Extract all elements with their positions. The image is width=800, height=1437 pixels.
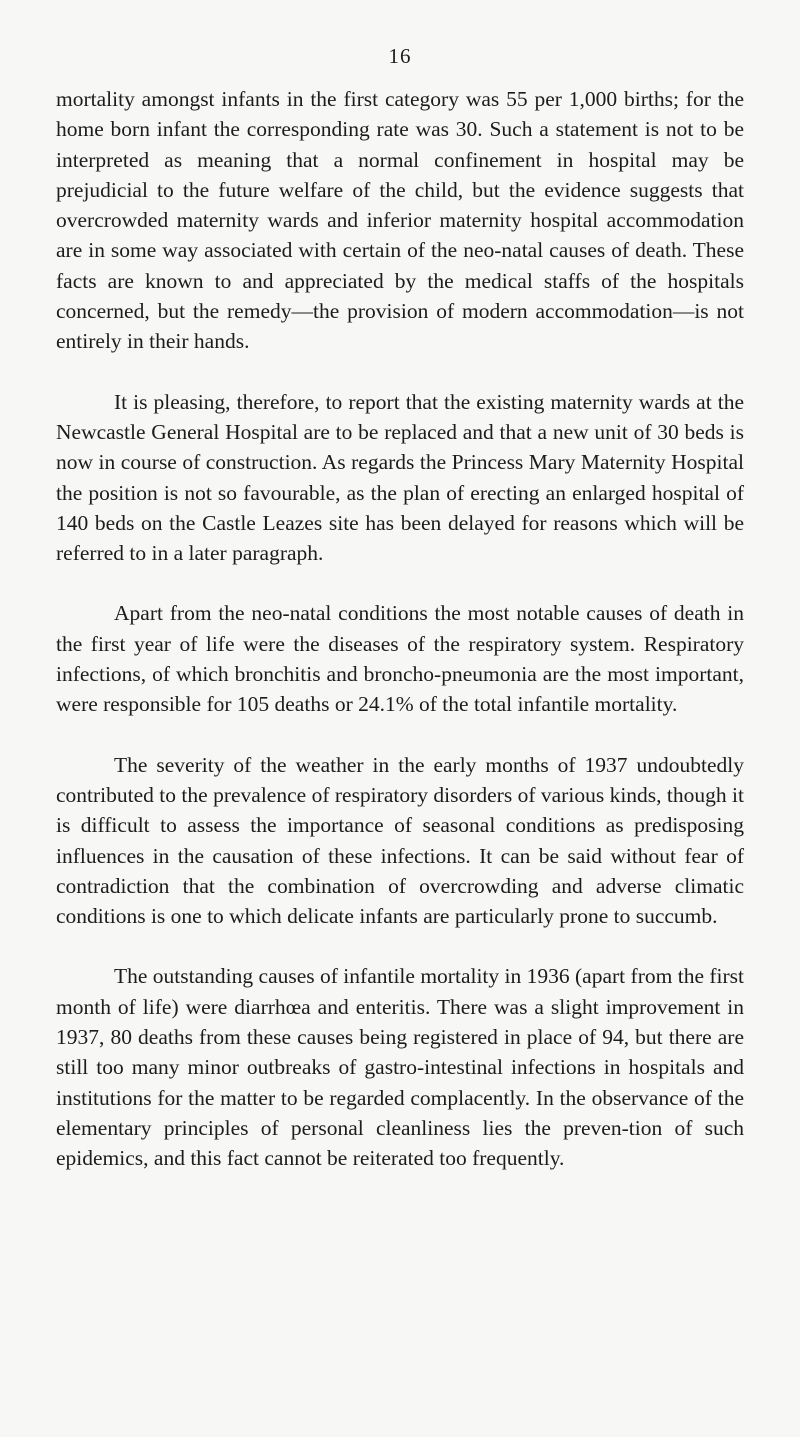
paragraph-maternity-wards: It is pleasing, therefore, to report that the existing maternity wards at the Newcastle General Hospital are to be replaced and that a new unit of 30 beds is now in course of construction. As regards the Princess Mary Maternity Hospital the position is not so favourable, as the plan of erecting an enlarged hospital of 140 beds on the Castle Leazes site has been delayed for reasons which will be referred to in a later paragraph. [56,389,744,566]
paragraph-respiratory-causes: Apart from the neo-natal conditions the most notable causes of death in the first year of life were the diseases of the respiratory system. Respiratory infections, of which bronchitis and broncho-pneumonia are the most important, were responsible for 105 deaths or 24.1% of the total infantile mortality. [56,601,744,717]
paragraph-weather-severity: The severity of the weather in the early months of 1937 undoubtedly contributed to the prevalence of respiratory disorders of various kinds, though it is difficult to assess the importance of seasonal conditions as predisposing influences in the causation of these infections. It can be said without fear of contradiction that the combination of overcrowding and adverse climatic conditions is one to which delicate infants are particularly prone to succumb. [56,752,744,929]
paragraph-continued: mortality amongst infants in the first category was 55 per 1,000 births; for the home born infant the corresponding rate was 30. Such a statement is not to be interpreted as meaning that a normal confinement in hospital may be prejudicial to the future welfare of the child, but the evidence suggests that overcrowded maternity wards and inferior maternity hospital accommodation are in some way associated with certain of the neo-natal causes of death. These facts are known to and appreciated by the medical staffs of the hospitals concerned, but the remedy—the provision of modern accommodation—is not entirely in their hands. [56,87,744,354]
paragraph-diarrhoea-enteritis: The outstanding causes of infantile mortality in 1936 (apart from the first month of life) were diarrhœa and enteritis. There was a slight improvement in 1937, 80 deaths from these causes being registered in place of 94, but there are still too many minor outbreaks of gastro-intestinal infections in hospitals and institutions for the matter to be regarded complacently. In the observance of the elementary principles of personal cleanliness lies the preven-tion of such epidemics, and this fact cannot be reiterated too frequently. [56,964,744,1171]
body-text [56,84,744,1174]
page-number: 16 [388,44,412,68]
